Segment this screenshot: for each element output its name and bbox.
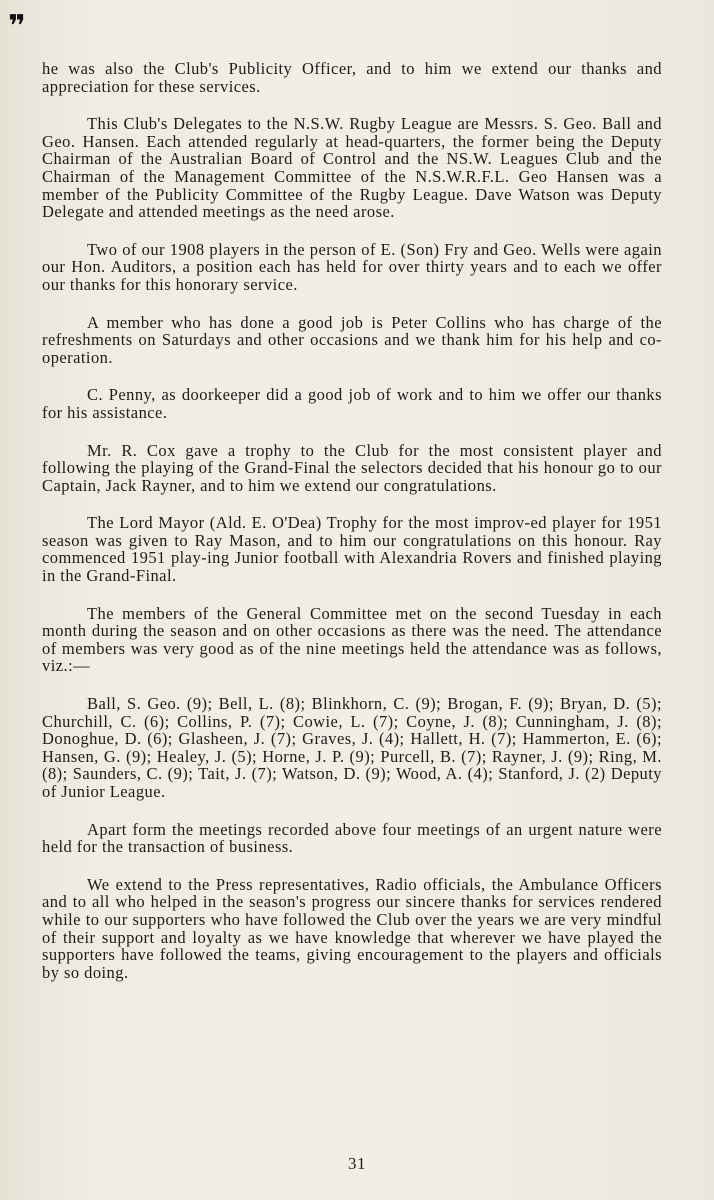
paragraph-doorkeeper: C. Penny, as doorkeeper did a good job of work and to him we offer our thanks for his assistance. (42, 385, 662, 422)
paragraph-delegates: This Club's Delegates to the N.S.W. Rugby League are Messrs. S. Geo. Ball and Geo. Hansen. Each attended regularly at head-quarters, the former being the Deputy Chairman of the Australian Board of Control and the NS.W. Leagues Club and the Chairman of the Management Committee of the N.S.W.R.F.L. Geo Hansen was a member of the Publicity Committee of the Rugby League. Dave Watson was Deputy Delegate and attended meetings as the need arose. (42, 114, 662, 222)
corner-mark: ❞ (8, 9, 26, 44)
paragraph-publicity-officer: he was also the Club's Publicity Officer, and to him we extend our thanks and appreciation for these services. (42, 59, 662, 96)
paragraph-auditors: Two of our 1908 players in the person of E. (Son) Fry and Geo. Wells were again our Hon. Auditors, a position each has held for over thirty years and to each we offer our thanks for this honorary service. (42, 239, 662, 294)
paragraph-consistent-player-trophy: Mr. R. Cox gave a trophy to the Club for the most consistent player and following the playing of the Grand-Final the selectors decided that his honour go to our Captain, Jack Rayner, and to him we extend our congratulations. (42, 440, 662, 495)
paragraph-thanks: We extend to the Press representatives, Radio officials, the Ambulance Officers and to all who helped in the season's progress our sincere thanks for services rendered while to our supporters who have followed the Club over the years we are very mindful of their support and loyalty as we have knowledge that wherever we have played the supporters have followed the teams, giving encouragement to the players and officials by so doing. (42, 874, 662, 982)
paragraph-lord-mayor-trophy: The Lord Mayor (Ald. E. O'Dea) Trophy for the most improv-ed player for 1951 season was given to Ray Mason, and to him our congratulations on this honour. Ray commenced 1951 play-ing Junior football with Alexandria Rovers and finished playing in the Grand-Final. (42, 513, 662, 586)
paragraph-refreshments: A member who has done a good job is Peter Collins who has charge of the refreshments on Saturdays and other occasions and we thank him for his help and co-operation. (42, 312, 662, 367)
paragraph-attendance-list: Ball, S. Geo. (9); Bell, L. (8); Blinkhorn, C. (9); Brogan, F. (9); Bryan, D. (5); Churchill, C. (6); Collins, P. (7); Cowie, L. (7); Coyne, J. (8); Cunningham, J. (8); Donoghue, D. (6); Glasheen, J. (7); Graves, J. (4); Hallett, H. (7); Hammerton, E. (6); Hansen, G. (9); Healey, J. (5); Horne, J. P. (9); Purcell, B. (7); Rayner, J. (9); Ring, M. (8); Saunders, C. (9); Tait, J. (7); Watson, D. (9); Wood, A. (4); Stanford, J. (2) Deputy of Junior League. (42, 694, 662, 801)
paragraph-urgent-meetings: Apart form the meetings recorded above four meetings of an urgent nature were held for the transaction of business. (42, 819, 662, 857)
page-number: 31 (348, 1154, 366, 1173)
paragraph-general-committee: The members of the General Committee met on the second Tuesday in each month during the season and on other occasions as there was the need. The attendance of members was very good as of the nine meetings held the attendance was as follows, viz.:— (42, 603, 662, 676)
body-text (42, 60, 662, 1001)
